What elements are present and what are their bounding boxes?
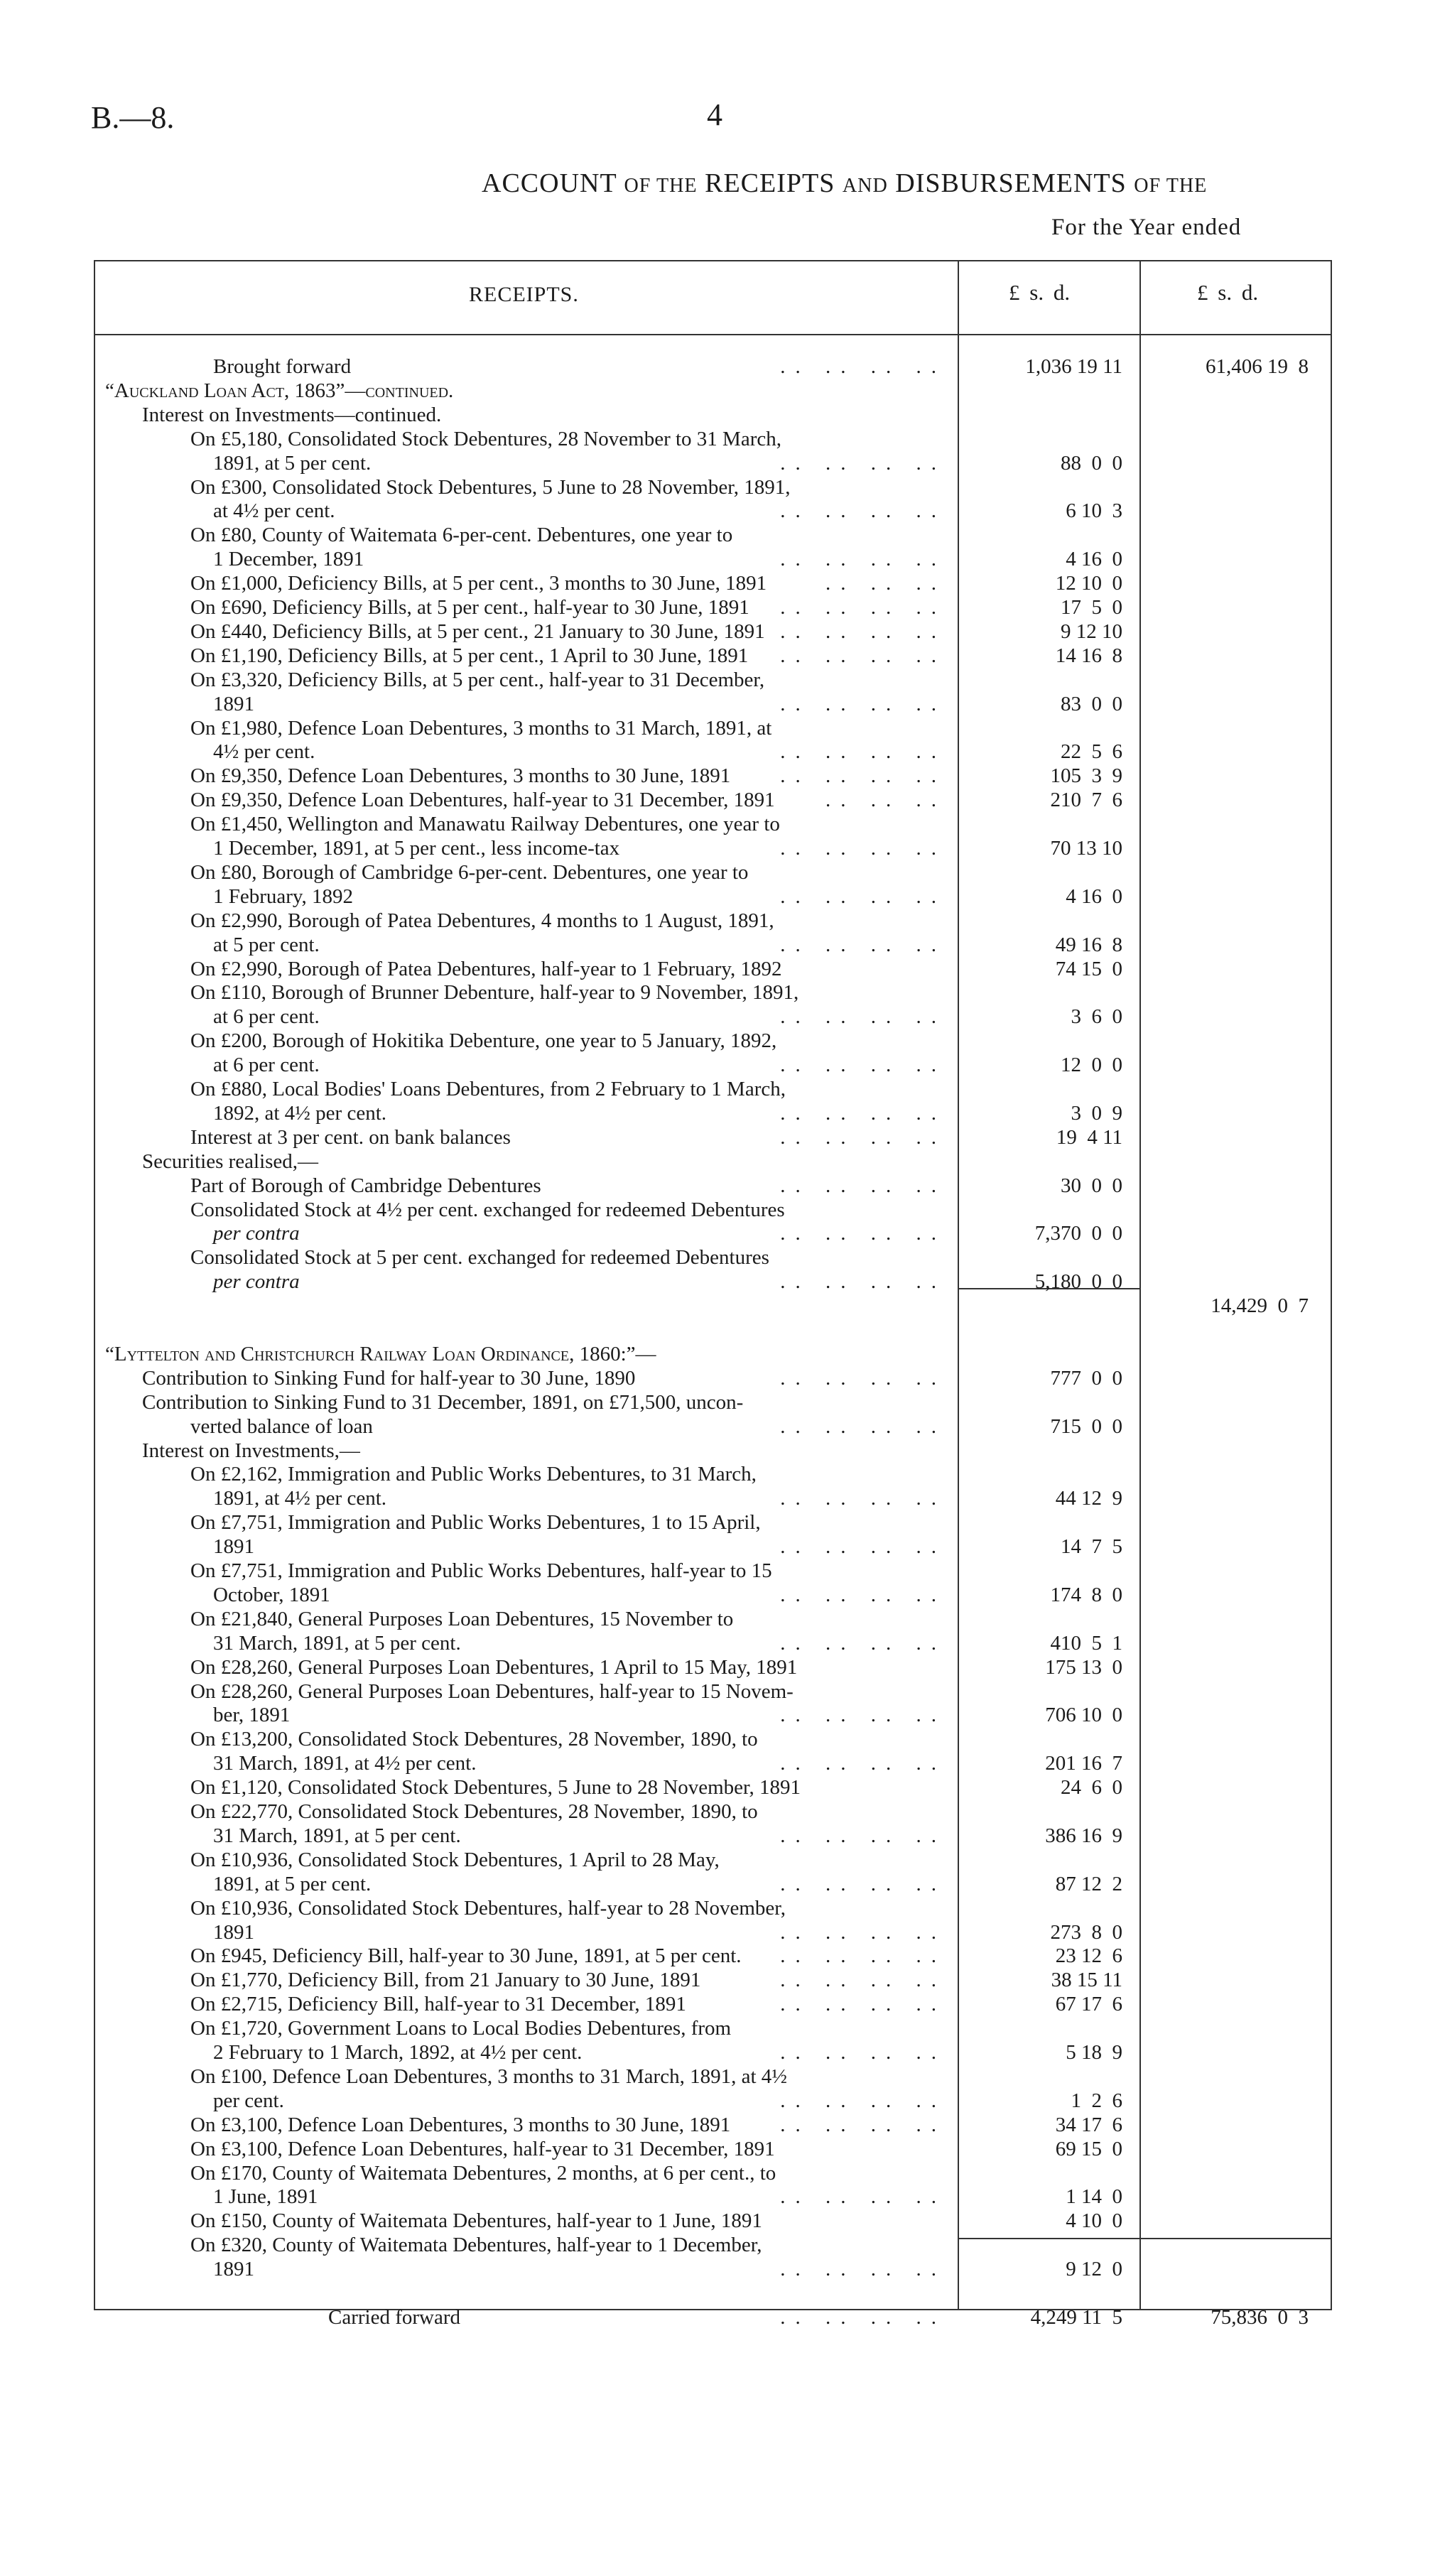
page-number: 4	[707, 97, 722, 132]
row-label: 4½ per cent.	[213, 740, 315, 764]
table-row	[0, 1944, 1435, 1968]
row-label: On £1,000, Deficiency Bills, at 5 per cent., 3 months to 30 June, 1891	[190, 572, 767, 595]
money-column-header-2: £ s. d.	[1197, 280, 1259, 305]
leader-dots: .. .. .. ..	[780, 1270, 946, 1294]
row-label: Carried forward	[328, 2305, 460, 2329]
row-label: On £110, Borough of Brunner Debenture, half-year to 9 November, 1891,	[190, 981, 799, 1005]
table-row	[0, 428, 1435, 451]
table-row	[0, 2234, 1435, 2257]
amount-cell: 83 0 0	[1061, 692, 1122, 715]
leader-dots: .. .. .. ..	[780, 1174, 946, 1197]
table-row	[0, 1439, 1435, 1463]
table-row	[0, 1029, 1435, 1053]
table-row	[0, 355, 1435, 379]
amount-cell: 4,249 11 5	[1030, 2305, 1122, 2329]
row-label: On £5,180, Consolidated Stock Debentures, 28 November to 31 March,	[190, 427, 781, 450]
table-row	[0, 2041, 1435, 2064]
money-column-header-1: £ s. d.	[1009, 280, 1071, 305]
amount-cell: 715 0 0	[1050, 1414, 1122, 1438]
leader-dots: .. .. .. ..	[780, 1366, 946, 1390]
table-row	[0, 1343, 1435, 1366]
table-row	[0, 2306, 1435, 2329]
amount-cell: 12 0 0	[1061, 1054, 1122, 1077]
leader-dots: .. .. .. ..	[780, 1631, 946, 1655]
leader-dots: .. .. .. ..	[780, 1054, 946, 1077]
table-row	[0, 693, 1435, 716]
table-row	[0, 861, 1435, 884]
leader-dots: .. .. .. ..	[780, 1969, 946, 1992]
leader-dots: .. .. .. ..	[780, 1993, 946, 2016]
amount-cell: 38 15 11	[1051, 1969, 1122, 1992]
table-row	[0, 644, 1435, 668]
table-row	[0, 1656, 1435, 1679]
amount-cell: 19 4 11	[1056, 1125, 1122, 1149]
table-row	[0, 1174, 1435, 1198]
row-label: On £22,770, Consolidated Stock Debentures, 28 November, 1890, to	[190, 1800, 758, 1823]
row-label: On £21,840, General Purposes Loan Debentures, 15 November to	[190, 1607, 734, 1630]
row-label: On £2,990, Borough of Patea Debentures, half-year to 1 February, 1892	[190, 957, 782, 980]
table-row	[0, 981, 1435, 1005]
leader-dots: .. .. .. ..	[780, 692, 946, 715]
amount-cell: 4 10 0	[1066, 2209, 1122, 2233]
table-row	[0, 1270, 1435, 1294]
amount-cell: 201 16 7	[1045, 1752, 1122, 1775]
table-row	[0, 572, 1435, 595]
row-label: Part of Borough of Cambridge Debentures	[190, 1174, 541, 1197]
table-row	[0, 1704, 1435, 1727]
leader-dots: .. .. ..	[825, 572, 946, 595]
table-row	[0, 669, 1435, 692]
amount-cell: 3 0 9	[1071, 1101, 1122, 1125]
row-label: On £100, Defence Loan Debentures, 3 months to 31 March, 1891, at 4½	[190, 2064, 787, 2088]
leader-dots: .. .. .. ..	[780, 1944, 946, 1968]
table-row	[0, 1849, 1435, 1872]
leader-dots: .. .. .. ..	[780, 1583, 946, 1606]
leader-dots: .. .. .. ..	[780, 1125, 946, 1149]
leader-dots: .. .. .. ..	[780, 355, 946, 378]
total-cell: 14,429 0 7	[1211, 1294, 1309, 1318]
amount-cell: 70 13 10	[1050, 837, 1122, 860]
table-row	[0, 1102, 1435, 1125]
row-label: On £80, Borough of Cambridge 6-per-cent. Debentures, one year to	[190, 860, 749, 884]
leader-dots: .. .. .. ..	[780, 2258, 946, 2281]
leader-dots: .. .. .. ..	[780, 1920, 946, 1944]
table-row	[0, 1752, 1435, 1775]
table-row	[0, 933, 1435, 957]
row-label: On £945, Deficiency Bill, half-year to 30 June, 1891, at 5 per cent.	[190, 1944, 742, 1968]
leader-dots: .. .. .. ..	[780, 1704, 946, 1727]
table-row	[0, 548, 1435, 571]
row-label: at 6 per cent.	[213, 1005, 320, 1029]
row-label: On £13,200, Consolidated Stock Debentures, 28 November, 1890, to	[190, 1728, 758, 1751]
row-label: On £3,320, Deficiency Bills, at 5 per cent., half-year to 31 December,	[190, 668, 765, 691]
amount-cell: 87 12 2	[1055, 1872, 1122, 1895]
row-label: Contribution to Sinking Fund for half-year to 30 June, 1890	[142, 1366, 636, 1390]
amount-cell: 12 10 0	[1055, 572, 1122, 595]
table-row	[0, 837, 1435, 860]
row-label: On £690, Deficiency Bills, at 5 per cent., half-year to 30 June, 1891	[190, 596, 749, 619]
table-row	[0, 1463, 1435, 1486]
row-label: On £200, Borough of Hokitika Debenture, one year to 5 January, 1892,	[190, 1029, 777, 1053]
title-word-account: ACCOUNT	[482, 168, 617, 198]
amount-cell: 175 13 0	[1045, 1655, 1122, 1679]
amount-cell: 174 8 0	[1050, 1583, 1122, 1606]
row-label: 31 March, 1891, at 4½ per cent.	[213, 1752, 477, 1775]
leader-dots: .. .. .. ..	[780, 1535, 946, 1559]
row-label: 1892, at 4½ per cent.	[213, 1101, 387, 1125]
leader-dots: .. .. .. ..	[780, 884, 946, 908]
row-label: On £1,450, Wellington and Manawatu Railway Debentures, one year to	[190, 813, 780, 836]
leader-dots: .. .. .. ..	[780, 499, 946, 523]
row-label: On £1,120, Consolidated Stock Debentures, 5 June to 28 November, 1891	[190, 1776, 801, 1800]
row-label: On £9,350, Defence Loan Debentures, 3 months to 30 June, 1891	[190, 764, 731, 788]
table-row	[0, 764, 1435, 788]
amount-cell: 777 0 0	[1050, 1366, 1122, 1390]
amount-cell: 6 10 3	[1066, 499, 1122, 523]
row-label: Brought forward	[213, 355, 352, 378]
amount-cell: 5 18 9	[1066, 2041, 1122, 2064]
row-label: 1891, at 5 per cent.	[213, 451, 372, 475]
table-row	[0, 2114, 1435, 2137]
row-label: 1891, at 4½ per cent.	[213, 1487, 387, 1510]
table-row	[0, 1126, 1435, 1149]
row-label: On £2,715, Deficiency Bill, half-year to 31 December, 1891	[190, 1993, 686, 2016]
leader-dots: .. .. .. ..	[780, 2041, 946, 2064]
row-label: Interest on Investments—continued.	[142, 403, 442, 426]
table-row	[0, 740, 1435, 764]
receipts-column-header: RECEIPTS.	[469, 283, 579, 306]
row-label: On £10,936, Consolidated Stock Debentures, half-year to 28 November,	[190, 1896, 786, 1920]
amount-cell: 386 16 9	[1045, 1824, 1122, 1847]
leader-dots: .. .. .. ..	[780, 1005, 946, 1029]
row-label: at 4½ per cent.	[213, 499, 335, 523]
leader-dots: .. .. ..	[825, 789, 946, 812]
amount-cell: 410 5 1	[1050, 1631, 1122, 1655]
title-word-disbursements: DISBURSEMENTS	[895, 168, 1127, 198]
table-row	[0, 476, 1435, 499]
row-label: 1891	[213, 1920, 254, 1944]
table-row	[0, 499, 1435, 523]
amount-cell: 74 15 0	[1055, 957, 1122, 980]
table-row	[0, 2185, 1435, 2209]
table-row	[0, 452, 1435, 475]
amount-cell: 9 12 0	[1066, 2258, 1122, 2281]
leader-dots: .. .. .. ..	[780, 2185, 946, 2209]
row-label: 1891, at 5 per cent.	[213, 1872, 372, 1895]
amount-cell: 44 12 9	[1055, 1487, 1122, 1510]
row-label: On £2,162, Immigration and Public Works Debentures, to 31 March,	[190, 1463, 757, 1486]
table-row	[0, 1559, 1435, 1583]
leader-dots: .. .. .. ..	[780, 2089, 946, 2112]
amount-cell: 30 0 0	[1061, 1174, 1122, 1197]
table-row	[0, 1222, 1435, 1245]
amount-cell: 9 12 10	[1061, 619, 1122, 643]
table-row	[0, 885, 1435, 909]
row-label: On £880, Local Bodies' Loans Debentures, from 2 February to 1 March,	[190, 1078, 786, 1100]
row-label: October, 1891	[213, 1583, 330, 1606]
amount-cell: 49 16 8	[1055, 933, 1122, 956]
row-label: On £2,990, Borough of Patea Debentures, 4 months to 1 August, 1891,	[190, 909, 774, 932]
table-row	[0, 1969, 1435, 1992]
total-cell: 61,406 19 8	[1206, 355, 1309, 378]
row-label: Interest on Investments,—	[142, 1439, 360, 1462]
leader-dots: .. .. .. ..	[780, 1872, 946, 1895]
row-label: On £300, Consolidated Stock Debentures, 5 June to 28 November, 1891,	[190, 475, 791, 499]
row-label: On £1,720, Government Loans to Local Bodies Debentures, from	[190, 2017, 732, 2040]
page-subtitle: For the Year ended	[1051, 215, 1242, 240]
row-label: per contra	[213, 1270, 300, 1294]
table-row	[0, 1198, 1435, 1222]
leader-dots: .. .. .. ..	[780, 596, 946, 619]
row-label: On £1,190, Deficiency Bills, at 5 per cent., 1 April to 30 June, 1891	[190, 644, 749, 667]
amount-cell: 105 3 9	[1050, 764, 1122, 788]
leader-dots: .. .. .. ..	[780, 740, 946, 764]
table-row	[0, 1584, 1435, 1607]
table-row	[0, 524, 1435, 547]
amount-cell: 34 17 6	[1055, 2113, 1122, 2136]
row-label: On £320, County of Waitemata Debentures, half-year to 1 December,	[190, 2234, 762, 2257]
table-row	[0, 596, 1435, 619]
table-row	[0, 1005, 1435, 1029]
amount-cell: 67 17 6	[1055, 1993, 1122, 2016]
table-row	[0, 1487, 1435, 1510]
table-row	[0, 1391, 1435, 1414]
row-label: On £10,936, Consolidated Stock Debentures, 1 April to 28 May,	[190, 1848, 720, 1871]
row-label: On £3,100, Defence Loan Debentures, half-year to 31 December, 1891	[190, 2137, 775, 2160]
table-row	[0, 1367, 1435, 1390]
leader-dots: .. .. .. ..	[780, 2113, 946, 2136]
table-row	[0, 2089, 1435, 2113]
amount-cell: 69 15 0	[1055, 2137, 1122, 2160]
table-row	[0, 813, 1435, 836]
leader-dots: .. .. .. ..	[780, 1101, 946, 1125]
row-label: On £1,770, Deficiency Bill, from 21 January to 30 June, 1891	[190, 1969, 701, 1992]
table-row	[0, 1415, 1435, 1439]
table-row	[0, 1776, 1435, 1800]
leader-dots: .. .. .. ..	[780, 2305, 946, 2329]
document-code: B.—8.	[91, 100, 175, 135]
row-label: 1 June, 1891	[213, 2185, 318, 2209]
leader-dots: .. .. .. ..	[780, 451, 946, 475]
table-row	[0, 1800, 1435, 1824]
row-label: On £1,980, Defence Loan Debentures, 3 months to 31 March, 1891, at	[190, 716, 772, 740]
table-row	[0, 404, 1435, 427]
amount-cell: 4 16 0	[1066, 548, 1122, 571]
table-row	[0, 2138, 1435, 2161]
row-label: at 5 per cent.	[213, 933, 320, 956]
row-label: On £80, County of Waitemata 6-per-cent. Debentures, one year to	[190, 524, 733, 547]
table-row	[0, 789, 1435, 812]
amount-cell: 1 2 6	[1071, 2089, 1122, 2112]
table-row	[0, 1897, 1435, 1920]
row-label: per contra	[213, 1222, 300, 1245]
row-label: Contribution to Sinking Fund to 31 December, 1891, on £71,500, uncon-	[142, 1390, 744, 1414]
leader-dots: .. .. .. ..	[780, 764, 946, 788]
row-label: 1891	[213, 692, 254, 715]
row-label: On £7,751, Immigration and Public Works Debentures, 1 to 15 April,	[190, 1511, 761, 1535]
row-label: ber, 1891	[213, 1704, 291, 1727]
leader-dots: .. .. .. ..	[780, 1752, 946, 1775]
row-label: Securities realised,—	[142, 1149, 319, 1173]
table-row	[0, 958, 1435, 981]
table-row	[0, 1535, 1435, 1559]
table-row	[0, 1150, 1435, 1174]
row-label: On £28,260, General Purposes Loan Debentures, half-year to 15 Novem-	[190, 1679, 794, 1703]
total-cell: 75,836 0 3	[1211, 2305, 1309, 2329]
table-row	[0, 1824, 1435, 1848]
table-row	[0, 1632, 1435, 1655]
table-row	[0, 909, 1435, 933]
amount-cell: 22 5 6	[1061, 740, 1122, 764]
row-label: per cent.	[213, 2089, 284, 2112]
amount-cell: 14 16 8	[1055, 644, 1122, 667]
table-row	[0, 1921, 1435, 1944]
amount-cell: 1,036 19 11	[1025, 355, 1122, 378]
row-label: at 6 per cent.	[213, 1054, 320, 1077]
title-word-receipts: RECEIPTS	[705, 168, 835, 198]
table-row	[0, 1078, 1435, 1101]
amount-cell: 17 5 0	[1061, 596, 1122, 619]
table-row	[0, 1319, 1435, 1342]
table-row	[0, 1246, 1435, 1270]
table-row	[0, 1993, 1435, 2016]
row-label: 31 March, 1891, at 5 per cent.	[213, 1631, 461, 1655]
row-label: On £440, Deficiency Bills, at 5 per cent., 21 January to 30 June, 1891	[190, 619, 765, 643]
leader-dots: .. .. .. ..	[780, 619, 946, 643]
leader-dots: .. .. .. ..	[780, 1222, 946, 1245]
row-label: On £170, County of Waitemata Debentures, 2 months, at 6 per cent., to	[190, 2161, 776, 2185]
table-row	[0, 620, 1435, 644]
table-row	[0, 1680, 1435, 1704]
amount-cell: 4 16 0	[1066, 884, 1122, 908]
title-word-of-the-2: OF THE	[1134, 175, 1208, 197]
row-label: Interest at 3 per cent. on bank balances	[190, 1125, 511, 1149]
table-row	[0, 2065, 1435, 2089]
table-row	[0, 1608, 1435, 1631]
section-heading: “Lyttelton and Christchurch Railway Loan Ordinance, 1860:”—	[105, 1342, 656, 1365]
table-row	[0, 2282, 1435, 2305]
table-row	[0, 717, 1435, 740]
amount-cell: 210 7 6	[1050, 789, 1122, 812]
amount-cell: 14 7 5	[1061, 1535, 1122, 1559]
leader-dots: .. .. .. ..	[780, 548, 946, 571]
leader-dots: .. .. .. ..	[780, 1414, 946, 1438]
row-label: On £150, County of Waitemata Debentures, half-year to 1 June, 1891	[190, 2209, 762, 2233]
amount-cell: 88 0 0	[1061, 451, 1122, 475]
amount-cell: 5,180 0 0	[1034, 1270, 1122, 1294]
title-word-of-the: OF THE	[624, 175, 698, 197]
table-row	[0, 2209, 1435, 2233]
row-label: Consolidated Stock at 5 per cent. exchanged for redeemed Debentures	[190, 1246, 769, 1270]
row-label: On £28,260, General Purposes Loan Debentures, 1 April to 15 May, 1891	[190, 1655, 798, 1679]
table-row	[0, 1873, 1435, 1896]
row-label: On £3,100, Defence Loan Debentures, 3 months to 30 June, 1891	[190, 2113, 731, 2136]
leader-dots: .. .. .. ..	[780, 837, 946, 860]
row-label: On £9,350, Defence Loan Debentures, half-year to 31 December, 1891	[190, 789, 775, 812]
amount-cell: 1 14 0	[1066, 2185, 1122, 2209]
row-label: 31 March, 1891, at 5 per cent.	[213, 1824, 461, 1847]
table-row	[0, 1054, 1435, 1077]
amount-cell: 3 6 0	[1071, 1005, 1122, 1029]
table-row	[0, 1294, 1435, 1318]
row-label: 1 December, 1891	[213, 548, 364, 571]
section-heading: “Auckland Loan Act, 1863”—continued.	[105, 379, 454, 402]
row-label: 2 February to 1 March, 1892, at 4½ per cent.	[213, 2041, 583, 2064]
table-row	[0, 2017, 1435, 2040]
amount-cell: 23 12 6	[1055, 1944, 1122, 1968]
row-label: Consolidated Stock at 4½ per cent. exchanged for redeemed Debentures	[190, 1198, 785, 1221]
table-row	[0, 2258, 1435, 2281]
leader-dots: .. .. .. ..	[780, 644, 946, 667]
row-label: 1891	[213, 1535, 254, 1559]
row-label: 1 December, 1891, at 5 per cent., less income-tax	[213, 837, 620, 860]
row-label: 1 February, 1892	[213, 884, 354, 908]
table-row	[0, 1511, 1435, 1535]
row-label: 1891	[213, 2258, 254, 2281]
row-label: On £7,751, Immigration and Public Works Debentures, half-year to 15	[190, 1559, 772, 1582]
title-word-and: AND	[842, 175, 888, 197]
leader-dots: .. .. .. ..	[780, 1487, 946, 1510]
table-row	[0, 379, 1435, 403]
amount-cell: 24 6 0	[1061, 1776, 1122, 1800]
leader-dots: .. .. .. ..	[780, 1824, 946, 1847]
amount-cell: 7,370 0 0	[1034, 1222, 1122, 1245]
table-row	[0, 2162, 1435, 2185]
row-label: verted balance of loan	[190, 1414, 373, 1438]
table-row	[0, 1728, 1435, 1751]
leader-dots: .. .. .. ..	[780, 933, 946, 956]
amount-cell: 273 8 0	[1050, 1920, 1122, 1944]
amount-cell: 706 10 0	[1045, 1704, 1122, 1727]
